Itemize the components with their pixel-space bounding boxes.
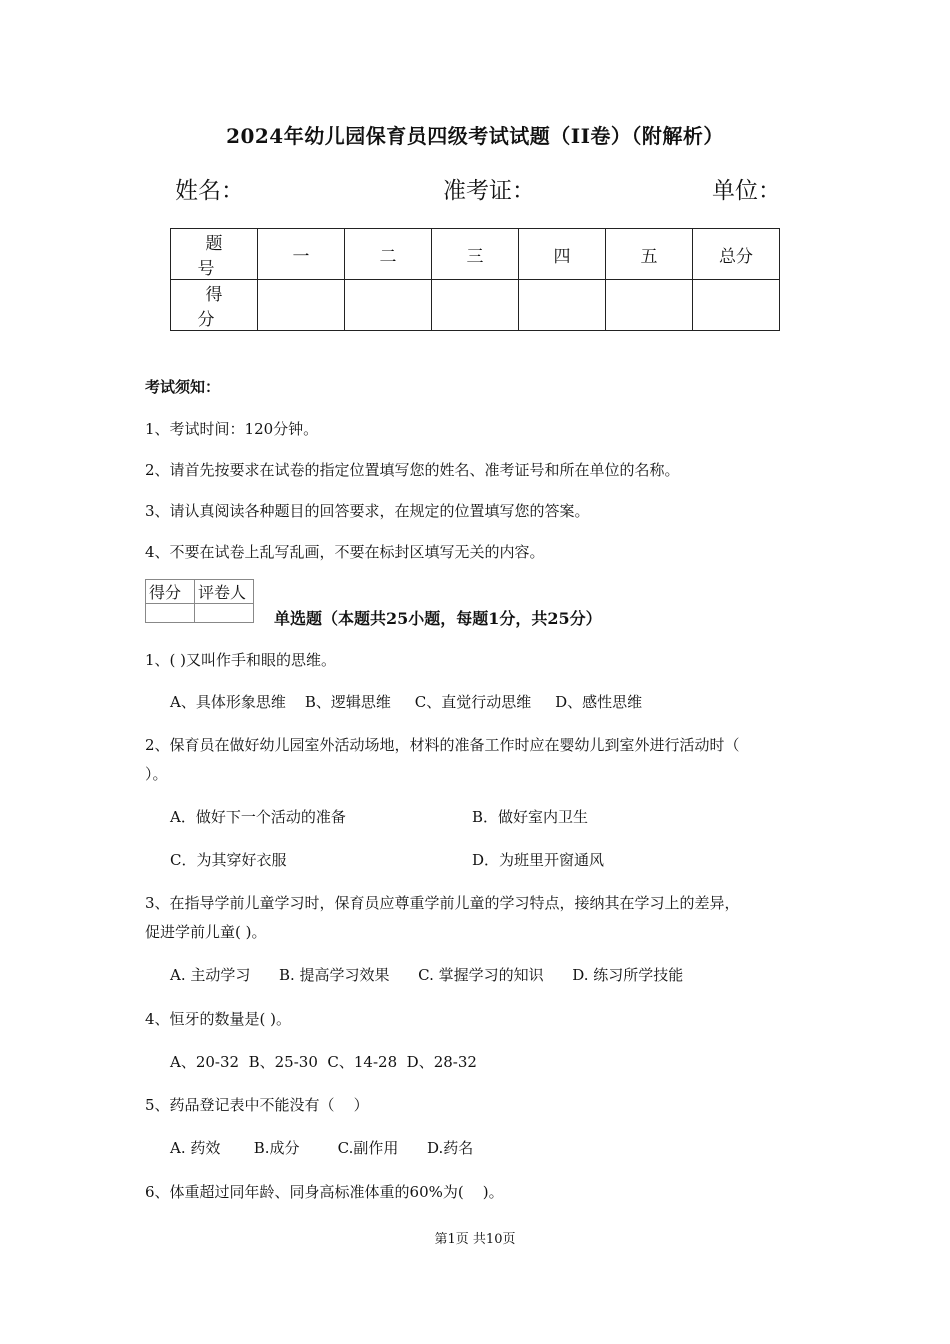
score-table-cell: 二 xyxy=(345,229,432,280)
score-input-cell[interactable] xyxy=(519,280,606,331)
grader-score-label: 得分 xyxy=(146,580,195,604)
instructions-heading: 考试须知： xyxy=(145,378,221,396)
page-footer: 第1页 共10页 xyxy=(434,1232,516,1247)
score-input-cell[interactable] xyxy=(606,280,693,331)
score-table-cell: 题 号 xyxy=(171,229,258,280)
unit-label: 单位： xyxy=(712,178,781,204)
grader-name-label: 评卷人 xyxy=(195,580,254,604)
instruction-item: 3、请认真阅读各种题目的回答要求，在规定的位置填写您的答案。 xyxy=(145,502,590,520)
option-b: B．做好室内卫生 xyxy=(472,808,589,826)
question-stem: 1、( )又叫作手和眼的思维。 xyxy=(145,651,337,669)
question-options: A. 药效 B.成分 C.副作用 D.药名 xyxy=(170,1139,474,1157)
score-table-cell: 总分 xyxy=(693,229,780,280)
question-stem: 6、体重超过同年龄、同身高标准体重的60%为( )。 xyxy=(145,1183,504,1201)
document-title: 2024年幼儿园保育员四级考试试题（II卷）（附解析） xyxy=(226,124,724,148)
score-row-label: 得 分 xyxy=(171,280,258,331)
grader-score-cell[interactable] xyxy=(146,604,195,623)
score-input-cell[interactable] xyxy=(345,280,432,331)
question-stem: 3、在指导学前儿童学习时，保育员应尊重学前儿童的学习特点，接纳其在学习上的差异， xyxy=(145,894,740,912)
score-table-cell: 五 xyxy=(606,229,693,280)
option-d: D．为班里开窗通风 xyxy=(472,851,605,869)
score-table-score-row xyxy=(171,280,780,331)
score-table-cell: 一 xyxy=(258,229,345,280)
grader-name-cell[interactable] xyxy=(195,604,254,623)
instruction-item: 2、请首先按要求在试卷的指定位置填写您的姓名、准考证号和所在单位的名称。 xyxy=(145,461,680,479)
question-options: A、20-32 B、25-30 C、14-28 D、28-32 xyxy=(170,1053,477,1071)
question-stem-continued: ）。 xyxy=(145,765,168,783)
question-options: A. 主动学习 B. 提高学习效果 C. 掌握学习的知识 D. 练习所学技能 xyxy=(170,966,684,984)
grader-box xyxy=(145,579,254,623)
exam-id-label: 准考证： xyxy=(443,178,535,204)
instruction-item: 4、不要在试卷上乱写乱画，不要在标封区填写无关的内容。 xyxy=(145,543,545,561)
name-label: 姓名： xyxy=(175,178,244,204)
option-a: A．做好下一个活动的准备 xyxy=(170,808,346,826)
score-table-header-row xyxy=(171,229,780,280)
score-input-cell[interactable] xyxy=(693,280,780,331)
score-table-cell: 三 xyxy=(432,229,519,280)
score-table xyxy=(170,228,780,331)
question-stem-continued: 促进学前儿童( )。 xyxy=(145,923,267,941)
instruction-item: 1、考试时间：120分钟。 xyxy=(145,420,319,438)
question-stem: 5、药品登记表中不能没有（ ） xyxy=(145,1096,369,1114)
section-title: 单选题（本题共25小题，每题1分，共25分） xyxy=(274,609,602,628)
option-c: C．为其穿好衣服 xyxy=(170,851,287,869)
question-stem: 2、保育员在做好幼儿园室外活动场地，材料的准备工作时应在婴幼儿到室外进行活动时（ xyxy=(145,736,740,754)
question-stem: 4、恒牙的数量是( )。 xyxy=(145,1010,292,1028)
score-input-cell[interactable] xyxy=(432,280,519,331)
question-options: A、具体形象思维 B、逻辑思维 C、直觉行动思维 D、感性思维 xyxy=(170,693,643,711)
score-table-cell: 四 xyxy=(519,229,606,280)
